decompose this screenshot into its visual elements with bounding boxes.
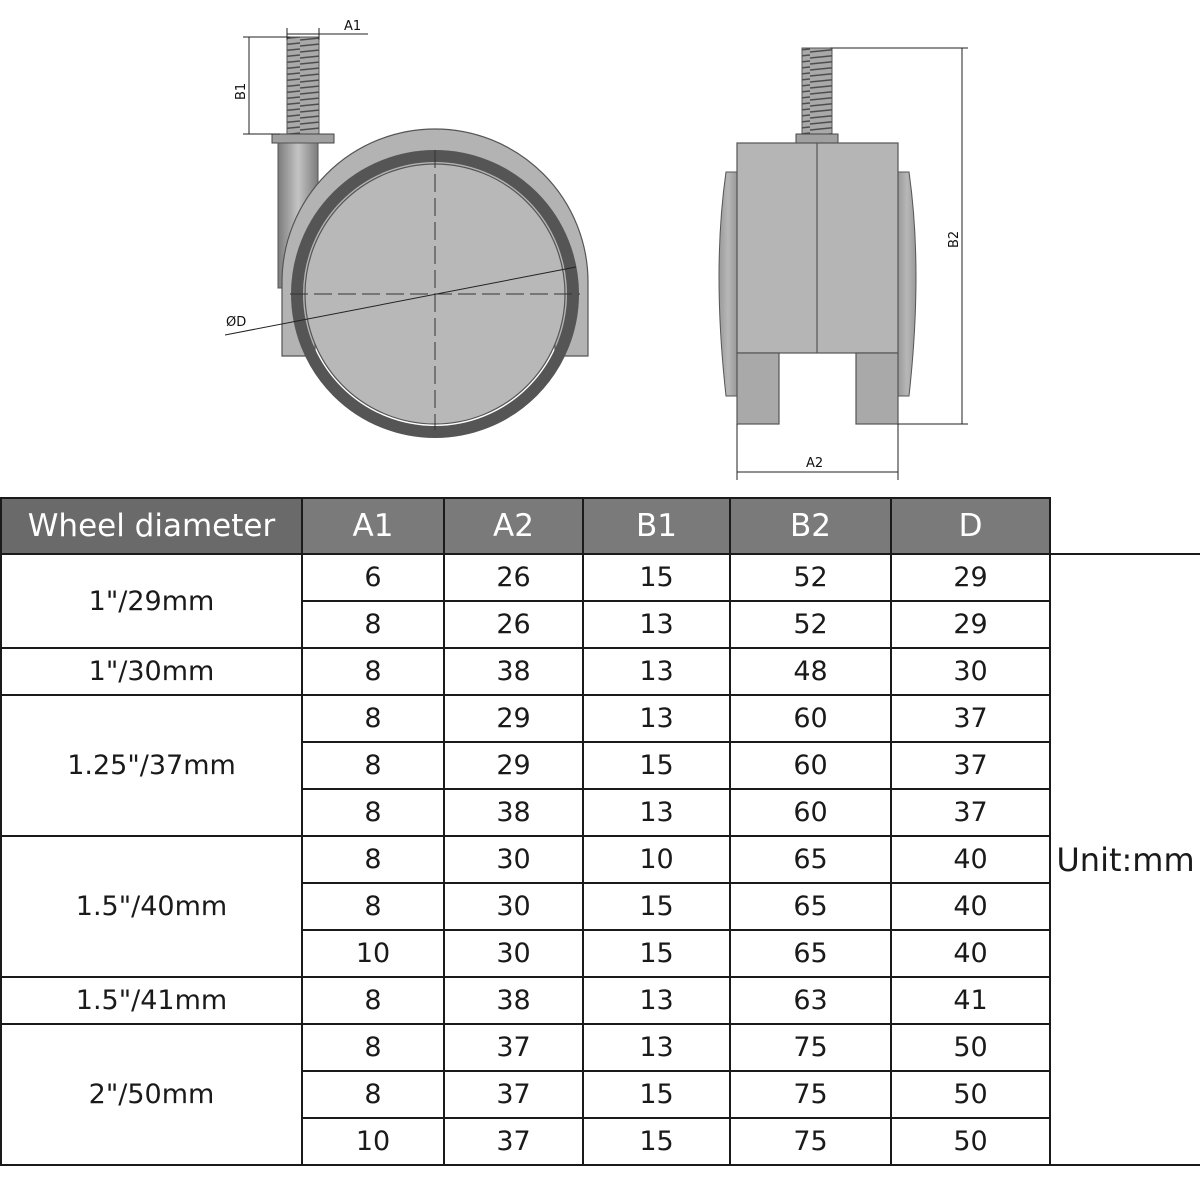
cell-d: 37: [891, 789, 1050, 836]
cell-a2: 26: [444, 601, 583, 648]
cell-a1: 8: [302, 1024, 444, 1071]
table-row: [1, 648, 1200, 695]
header-b1: B1: [583, 498, 730, 554]
cell-b2: 52: [730, 554, 891, 601]
cell-b2: 60: [730, 695, 891, 742]
dim-label-a1: A1: [344, 19, 362, 34]
cell-b1: 13: [583, 648, 730, 695]
cell-b1: 13: [583, 977, 730, 1024]
cell-b2: 52: [730, 601, 891, 648]
cell-a1: 8: [302, 695, 444, 742]
washer-plate: [272, 134, 334, 143]
front-left-tire: [719, 172, 737, 396]
cell-b2: 48: [730, 648, 891, 695]
cell-d: 40: [891, 883, 1050, 930]
cell-a1: 8: [302, 601, 444, 648]
cell-b1: 10: [583, 836, 730, 883]
cell-b1: 15: [583, 1071, 730, 1118]
header-d: D: [891, 498, 1050, 554]
cell-d: 29: [891, 601, 1050, 648]
cell-b2: 63: [730, 977, 891, 1024]
dim-label-a2: A2: [806, 456, 824, 471]
header-b2: B2: [730, 498, 891, 554]
cell-b1: 13: [583, 695, 730, 742]
cell-a2: 30: [444, 930, 583, 977]
table-row: [1, 1024, 1200, 1071]
cell-a1: 8: [302, 836, 444, 883]
wheel-diameter-cell: 1"/30mm: [1, 648, 302, 695]
threaded-stem: [287, 37, 319, 134]
cell-d: 50: [891, 1071, 1050, 1118]
caster-front-view: [719, 48, 968, 480]
cell-d: 30: [891, 648, 1050, 695]
cell-b1: 15: [583, 883, 730, 930]
cell-a2: 26: [444, 554, 583, 601]
cell-a1: 6: [302, 554, 444, 601]
cell-a1: 10: [302, 930, 444, 977]
cell-b1: 13: [583, 789, 730, 836]
dimension-table: [0, 497, 1200, 1166]
table-row: [1, 836, 1200, 883]
header-a2: A2: [444, 498, 583, 554]
cell-b2: 75: [730, 1118, 891, 1165]
wheel-diameter-cell: 1.5"/40mm: [1, 836, 302, 977]
cell-b1: 15: [583, 1118, 730, 1165]
cell-a2: 29: [444, 742, 583, 789]
cell-a2: 37: [444, 1071, 583, 1118]
cell-a2: 37: [444, 1024, 583, 1071]
cell-a2: 38: [444, 977, 583, 1024]
wheel-diameter-cell: 1.5"/41mm: [1, 977, 302, 1024]
caster-dimension-drawing: [0, 0, 1200, 500]
caster-side-view: [225, 19, 588, 432]
cell-b2: 65: [730, 883, 891, 930]
wheel-diameter-cell: 1.25"/37mm: [1, 695, 302, 836]
cell-b2: 65: [730, 836, 891, 883]
cell-b1: 15: [583, 742, 730, 789]
front-left-leg: [737, 353, 779, 424]
cell-a2: 37: [444, 1118, 583, 1165]
header-a1: A1: [302, 498, 444, 554]
cell-a2: 30: [444, 883, 583, 930]
cell-a1: 8: [302, 883, 444, 930]
cell-b1: 15: [583, 554, 730, 601]
front-threaded-stem: [802, 48, 832, 134]
cell-b1: 13: [583, 1024, 730, 1071]
cell-b2: 65: [730, 930, 891, 977]
cell-b1: 15: [583, 930, 730, 977]
cell-d: 29: [891, 554, 1050, 601]
header-empty: [1050, 498, 1200, 554]
cell-b1: 13: [583, 601, 730, 648]
wheel-diameter-cell: 2"/50mm: [1, 1024, 302, 1165]
wheel-diameter-cell: 1"/29mm: [1, 554, 302, 648]
cell-b2: 60: [730, 742, 891, 789]
cell-d: 37: [891, 695, 1050, 742]
cell-d: 50: [891, 1118, 1050, 1165]
cell-b2: 75: [730, 1071, 891, 1118]
table-row: [1, 554, 1200, 601]
cell-d: 41: [891, 977, 1050, 1024]
cell-b2: 75: [730, 1024, 891, 1071]
cell-a1: 8: [302, 742, 444, 789]
cell-a1: 8: [302, 789, 444, 836]
header-wheel-diameter: Wheel diameter: [1, 498, 302, 554]
dim-label-d: ØD: [226, 315, 247, 330]
cell-a2: 29: [444, 695, 583, 742]
cell-a1: 8: [302, 648, 444, 695]
cell-d: 40: [891, 930, 1050, 977]
unit-label: Unit:mm: [1050, 554, 1200, 1165]
cell-b2: 60: [730, 789, 891, 836]
front-right-tire: [898, 172, 916, 396]
cell-a1: 10: [302, 1118, 444, 1165]
cell-a2: 38: [444, 648, 583, 695]
dim-label-b1: B1: [234, 82, 249, 100]
table-header-row: [1, 498, 1200, 554]
cell-d: 50: [891, 1024, 1050, 1071]
cell-a2: 30: [444, 836, 583, 883]
front-right-leg: [856, 353, 898, 424]
cell-d: 37: [891, 742, 1050, 789]
cell-a2: 38: [444, 789, 583, 836]
cell-a1: 8: [302, 1071, 444, 1118]
table-row: [1, 977, 1200, 1024]
dim-label-b2: B2: [947, 230, 962, 248]
table-row: [1, 695, 1200, 742]
cell-d: 40: [891, 836, 1050, 883]
cell-a1: 8: [302, 977, 444, 1024]
